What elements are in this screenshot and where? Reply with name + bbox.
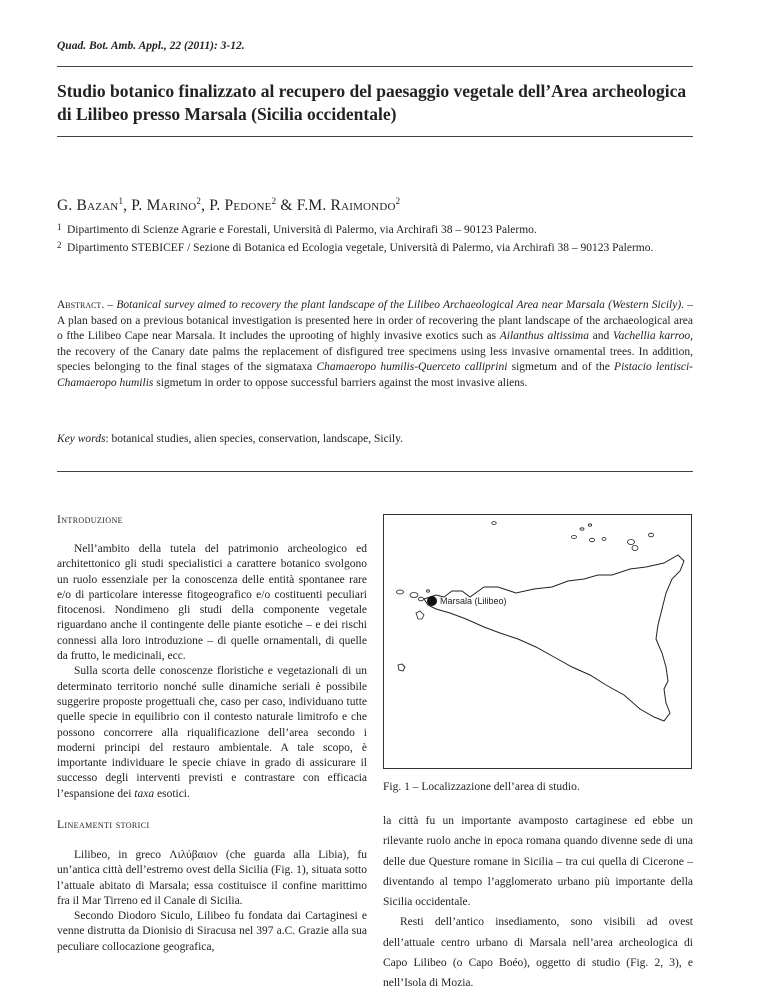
marsala-map-label: Marsala (Lilibeo) — [440, 596, 507, 606]
author: P. Pedone$^2$ & — [209, 196, 297, 215]
author: P. Marino$^2$, — [131, 196, 210, 215]
abstract-english-title: Botanical survey aimed to recovery the plant landscape of the Lilibeo Archaeological Area near Marsala (Western Sicily) — [116, 299, 682, 311]
affiliation-1: 1 Dipartimento di Scienze Agrarie e Forestali, Università di Palermo, via Archirafi 38 – 90123 Palermo. — [57, 222, 537, 236]
paragraph: Nell’ambito della tutela del patrimonio archeologico ed architettonico gli studi specialistici a carattere botanico svolgono un ruolo essenziale per la conoscenza delle entità spontanee rare e/o di particolare interesse fitogeografico e/o costituenti peculiari fitocenosi. Nondimeno gli studi della componente vegetale riguardano anche il contingente delle piante esotiche – e dei rischi connessi alla loro introduzione – di quelle ornamentali, di quelle da frutto, le medicinali, ecc. — [57, 543, 367, 663]
top-rule — [57, 66, 693, 67]
column-2-body — [383, 811, 693, 994]
paragraph: Lilibeo, in greco Λιλύβαιον (che guarda alla Libia), fu un’antica città dell’estremo ovest della Sicilia (Fig. 1), situata sotto l’attuale abitato di Marsala; essa costituisce il confine marittimo fra il Mar Tirreno ed il Canale di Sicilia. — [57, 849, 367, 907]
abstract-rule — [57, 471, 693, 472]
sicily-outline — [424, 555, 684, 721]
pantelleria-outline — [398, 664, 405, 671]
paragraph: Resti dell’antico insediamento, sono visibili ad ovest dell’attuale centro urbano di Marsala nell’area archeologica di Capo Lilibeo (o Capo Boéo), oggetto di studio (Fig. 2, 3), e nell’Isola di Mozia. — [383, 916, 693, 990]
sicily-map-icon — [384, 515, 691, 768]
abstract: Abstract. – Botanical survey aimed to recovery the plant landscape of the Lilibeo Archaeological Area near Marsala (Western Sicily). – A plan based on a previous botanical investigation is presented here in order of recovering the plant landscape of the archaeological area o fthe Lilibeo Cape near Marsala. It includes the uprooting of highly invasive exotics such as Ailanthus altissima and Vachellia karroo, the recovery of the Canary date palms the replacement of disfigured tree specimens using less invasive ornamental trees. In addition, species belonging to the final stages of the sigmataxa Chamaeropo humilis-Querceto calliprini sigmetum and of the Pistacio lentisci- Chamaeropo humilis sigmetum in order to oppose successful barriers against the most invasive aliens. — [57, 299, 694, 389]
marsala-location-marker — [427, 596, 437, 606]
author: G. Bazan$^1$, — [57, 196, 132, 215]
keywords-label: Key words — [57, 433, 106, 445]
title-rule — [57, 136, 693, 137]
journal-reference: Quad. Bot. Amb. Appl., 22 (2011): 3-12. — [57, 40, 245, 52]
section-heading-lineamenti: Lineamenti storici — [57, 819, 150, 831]
abstract-label: Abstract. — [57, 299, 105, 311]
lineamenti-body — [57, 848, 367, 955]
paragraph: Sulla scorta delle conoscenze floristiche e vegetazionali di un determinato territorio nonché sulle dinamiche seriali è possibile suggerire proposte progettuali che, caso per caso, individuano tutte quelle specie in equilibrio con il contesto naturale limitrofo e che possono concorrere alla riqualificazione dell’area secondo i moderni principi del restauro ambientale. A tale scopo, è importante individuare le specie chiave in grado di assicurare il successo degli interventi previsti e contrastare con efficacia l’espansione dei taxa esotici. — [57, 665, 367, 800]
paragraph: Secondo Diodoro Siculo, Lilibeo fu fondata dai Cartaginesi e venne distrutta da Dionisio di Siracusa nel 397 a.C. Grazie alla sua peculiare collocazione geografica, — [57, 910, 367, 953]
figure-1-map — [383, 514, 692, 769]
section-heading-introduzione: Introduzione — [57, 514, 123, 526]
paper-title: Studio botanico finalizzato al recupero del paesaggio vegetale dell’Area archeologica di Lilibeo presso Marsala (Sicilia occidentale) — [57, 81, 687, 124]
affiliation-2: 2 Dipartimento STEBICEF / Sezione di Botanica ed Ecologia vegetale, Università di Palermo, via Archirafi 38 – 90123 Palermo. — [57, 240, 654, 254]
introduzione-body — [57, 542, 367, 802]
author-list — [57, 196, 400, 215]
author: F.M. Raimondo$^2$ — [296, 196, 401, 215]
figure-1-caption: Fig. 1 – Localizzazione dell’area di studio. — [383, 781, 580, 793]
keywords: Key words: botanical studies, alien species, conservation, landscape, Sicily. — [57, 433, 403, 445]
paragraph: la città fu un importante avamposto cartaginese ed ebbe un rilevante ruolo anche in epoca romana quando divenne sede di una delle due Questure romane in Sicilia – tra cui quella di Cicerone – diventando al tempo l’agglomerato urbano più importante della Sicilia occidentale. — [383, 815, 693, 909]
aeolian-islands — [492, 522, 654, 551]
mozia-outline — [416, 611, 424, 619]
